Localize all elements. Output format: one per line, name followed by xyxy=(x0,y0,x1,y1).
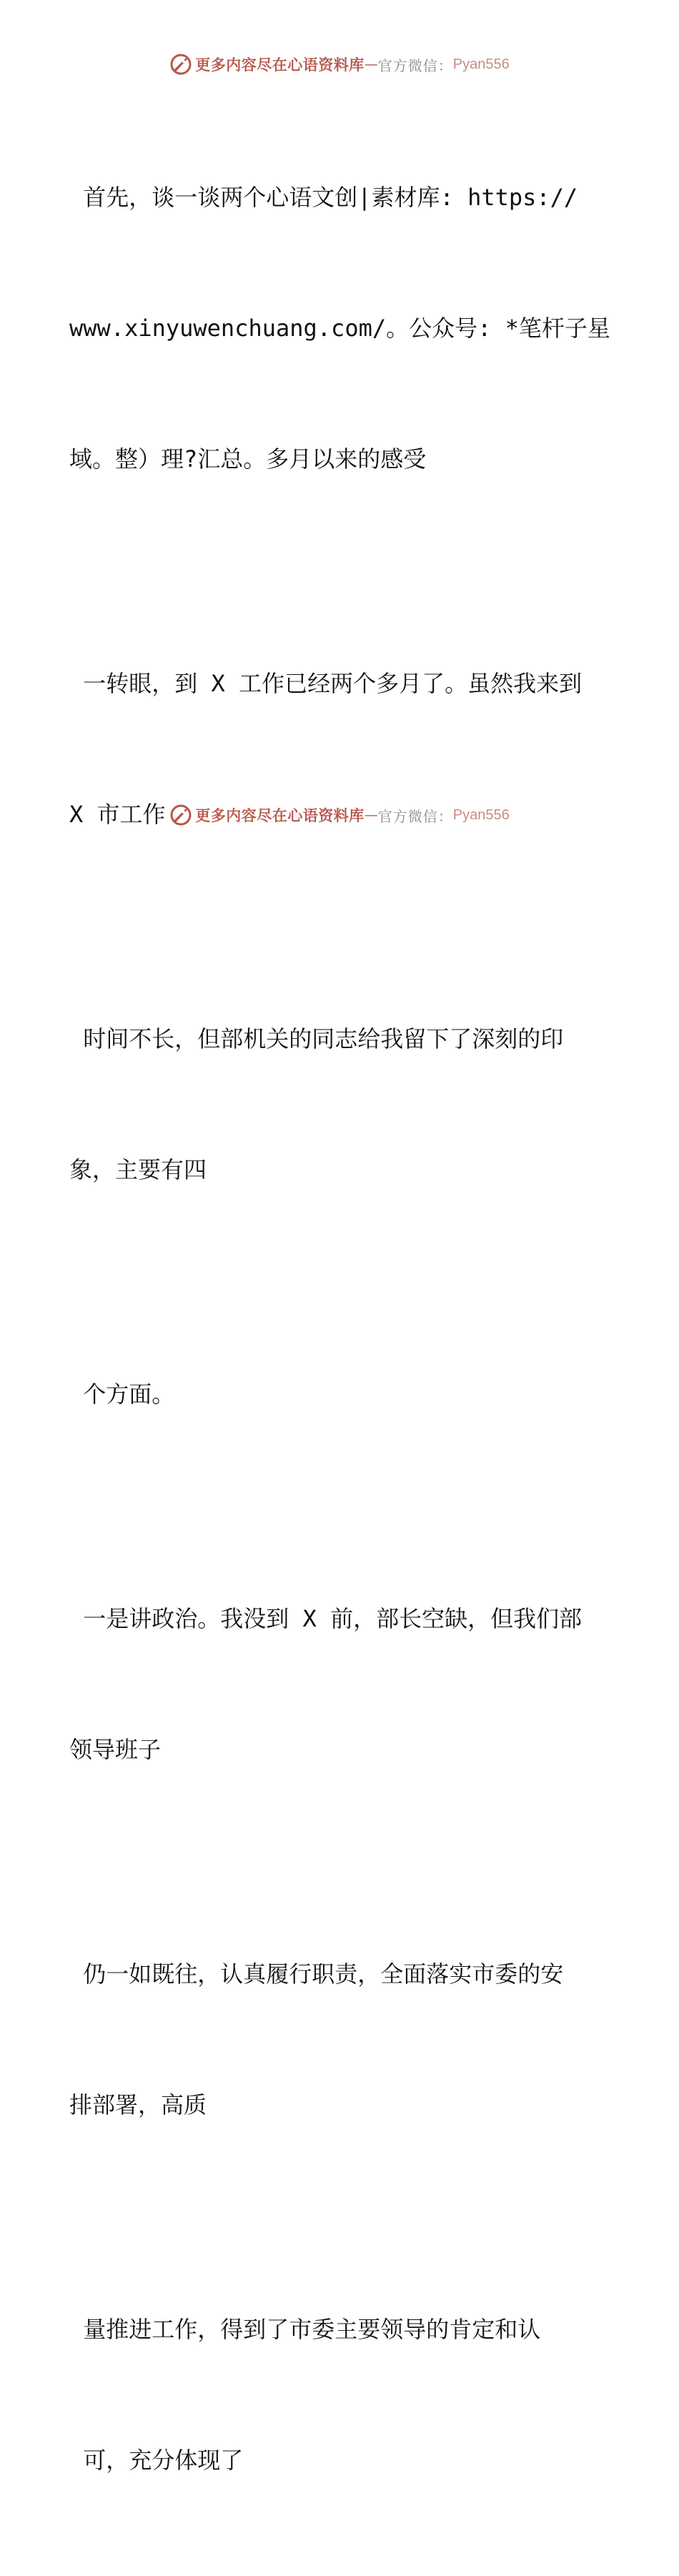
paragraph xyxy=(69,930,613,1279)
banner-dash: — xyxy=(364,56,378,72)
quill-logo-icon xyxy=(169,53,192,76)
document-body xyxy=(69,89,613,2576)
paragraph xyxy=(69,1510,613,1859)
paragraph xyxy=(69,1865,613,2214)
banner-wechat-id: Pyan556 xyxy=(452,56,510,72)
paragraph-line: 仍一如既往，认真履行职责，全面落实市委的安 xyxy=(69,1960,564,1988)
paragraph xyxy=(69,89,613,568)
paragraph-line: 领导班子 xyxy=(69,1736,162,1763)
paragraph-line: 首先，谈一谈两个心语文创|素材库: https:// xyxy=(69,184,578,211)
banner-wechat-label: 官方微信： xyxy=(377,56,453,74)
banner-wechat-id: Pyan556 xyxy=(452,806,510,823)
paragraph-line: X 市工作 xyxy=(69,801,166,828)
banner-main-text: 更多内容尽在心语资料库 xyxy=(195,56,365,74)
paragraph-line: 排部署，高质 xyxy=(69,2091,207,2118)
header-banner xyxy=(0,50,679,79)
paragraph-line: 域。整）理?汇总。多月以来的感受 xyxy=(69,445,427,473)
paragraph xyxy=(69,1285,613,1504)
paragraph-line: 个方面。 xyxy=(69,1381,175,1408)
paragraph xyxy=(69,575,613,924)
banner-wechat-label: 官方微信： xyxy=(377,807,453,825)
paragraph-line: www.xinyuwenchuang.com/。公众号: *笔杆子星 xyxy=(69,315,610,342)
paragraph-line: 一转眼，到 X 工作已经两个多月了。虽然我来到 xyxy=(69,670,583,697)
paragraph-line: 量推进工作，得到了市委主要领导的肯定和认 xyxy=(69,2316,541,2343)
paragraph xyxy=(69,2221,613,2570)
quill-logo-icon xyxy=(169,804,192,826)
paragraph-line: 可，充分体现了 xyxy=(69,2447,244,2474)
paragraph-line: 时间不长，但部机关的同志给我留下了深刻的印 xyxy=(69,1025,564,1052)
banner-main-text: 更多内容尽在心语资料库 xyxy=(195,806,365,824)
paragraph-line: 一是讲政治。我没到 X 前，部长空缺，但我们部 xyxy=(69,1605,583,1632)
banner-dash: — xyxy=(364,807,378,823)
footer-banner xyxy=(0,801,679,829)
paragraph-line: 象，主要有四 xyxy=(69,1156,207,1183)
